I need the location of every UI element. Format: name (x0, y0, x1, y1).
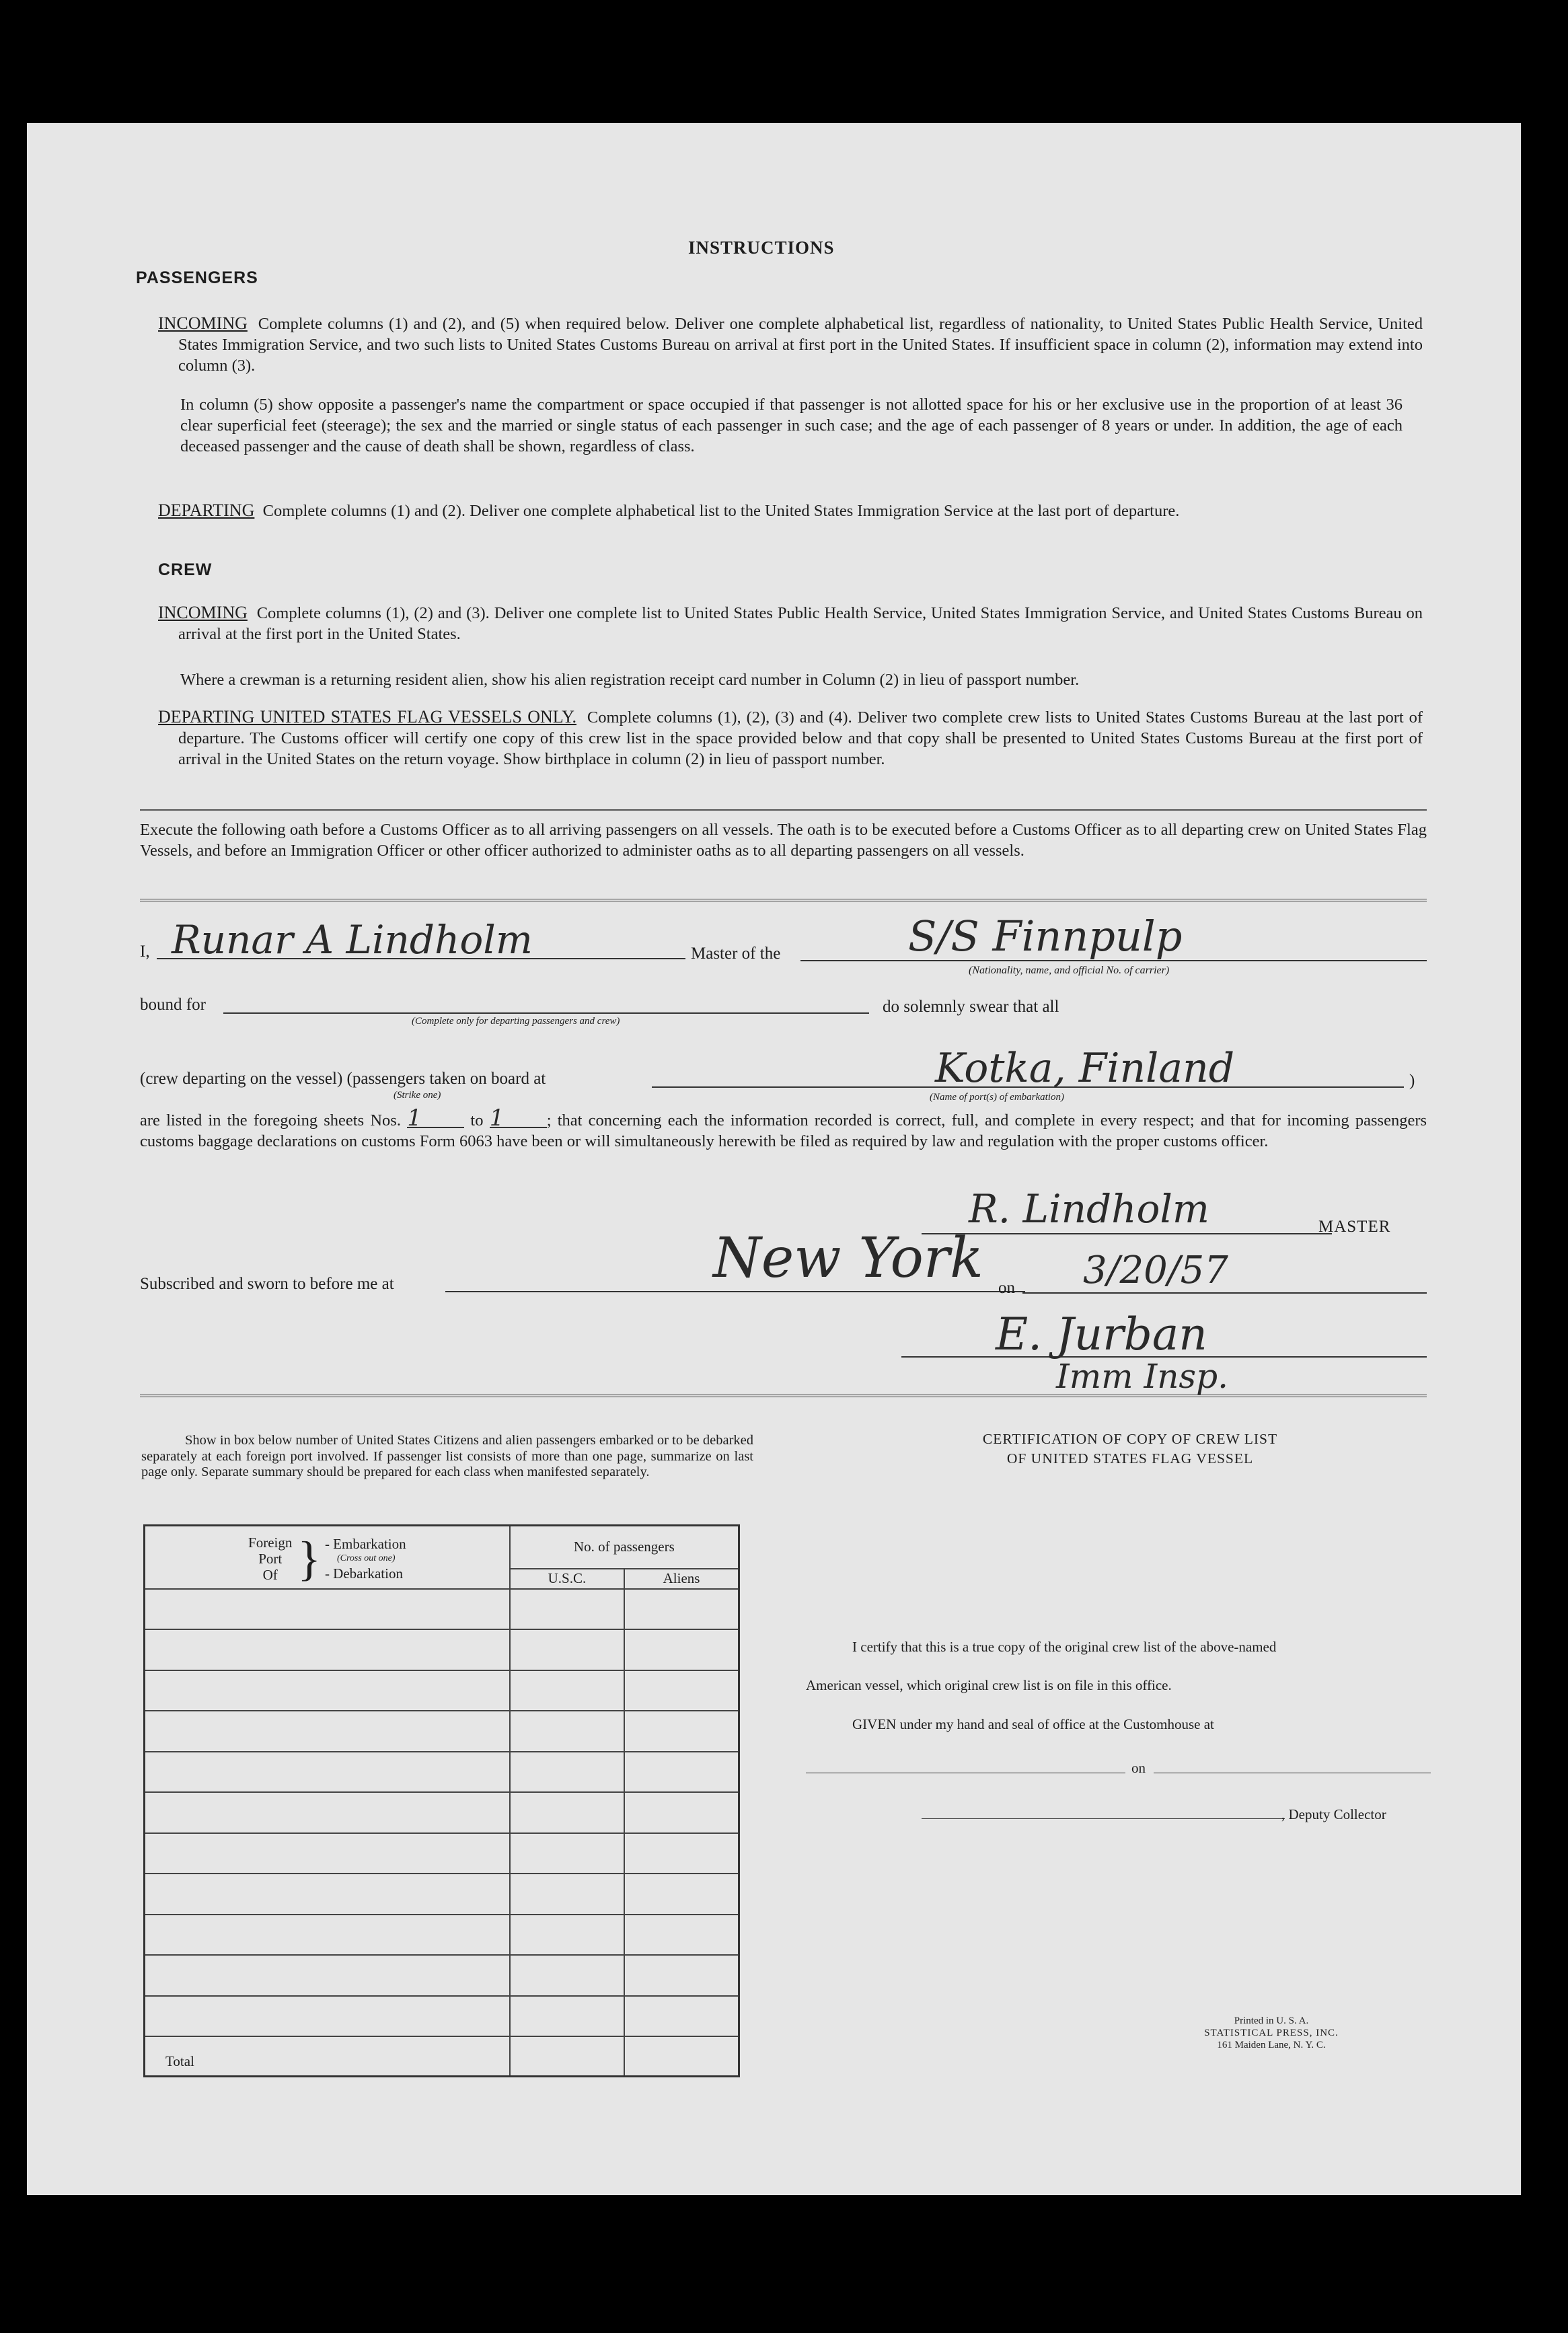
debarkation-label: - Debarkation (324, 1565, 403, 1582)
bound-for-caption: (Complete only for departing passengers and crew) (412, 1016, 620, 1027)
crew-departing-section (158, 706, 1423, 770)
master-name: Runar A Lindholm (172, 917, 533, 963)
port-cell[interactable] (145, 1874, 510, 1915)
printer-line3: 161 Maiden Lane, N. Y. C. (1217, 2040, 1326, 2050)
certification-on-label: on (1131, 1760, 1146, 1776)
table-row (145, 1629, 739, 1670)
port-header-cell (145, 1526, 510, 1589)
table-row (145, 1711, 739, 1752)
total-usc-cell[interactable] (510, 2036, 624, 2076)
crew-departing-label: DEPARTING UNITED STATES FLAG VESSELS ONLY. (158, 707, 576, 727)
crew-incoming-label: INCOMING (158, 603, 248, 622)
passengers-departing-label: DEPARTING (158, 501, 255, 520)
oath-intro: Execute the following oath before a Customs Officer as to all arriving passengers on all vessels. The oath is to be executed before a Customs Officer as to all departing crew on United States Flag Vessels, and before an Immigration Officer or other officer authorized to administer oaths as to all departing passengers on all vessels. (140, 821, 1427, 860)
table-row (145, 1996, 739, 2037)
crew-departing-clause: (crew departing on the vessel) (passengers taken on board at (140, 1070, 546, 1088)
aliens-cell[interactable] (624, 1955, 739, 1996)
aliens-header: Aliens (624, 1569, 739, 1589)
sworn-place: New York (713, 1226, 983, 1290)
table-row (145, 1874, 739, 1915)
aliens-cell[interactable] (624, 1752, 739, 1793)
swear-label: do solemnly swear that all (883, 998, 1059, 1016)
certification-title (821, 1430, 1440, 1469)
sheets-statement (140, 1105, 1427, 1152)
passengers-incoming-text: Complete columns (1) and (2), and (5) when required below. Deliver one complete alphabetical list, regardless of nationality, to United States Public Health Service, United States Immigration Service, and two such lists to United States Customs Bureau on arrival at first port in the United States. If insufficient space in column (2), information may extend into column (3). (178, 315, 1423, 375)
aliens-cell[interactable] (624, 1589, 739, 1630)
bound-for-label: bound for (140, 996, 206, 1014)
sworn-date-line (1022, 1292, 1427, 1294)
certification-title-line2: OF UNITED STATES FLAG VESSEL (1006, 1450, 1254, 1467)
sworn-date: 3/20/57 (1083, 1249, 1228, 1292)
vessel-name: S/S Finnpulp (908, 912, 1183, 961)
usc-cell[interactable] (510, 1629, 624, 1670)
divider (140, 809, 1427, 811)
cross-out-caption: (Cross out one) (336, 1553, 396, 1563)
port-caption: (Name of port(s) of embarkation) (930, 1092, 1064, 1103)
crew-departing-text: Complete columns (1), (2), (3) and (4). Deliver two complete crew lists to United States Customs Bureau at the last port of departure. The Customs officer will certify one copy of this crew list in the space provided below and that copy shall be presented to United States Customs Bureau at the first port of arrival in the United States on the return voyage. Show birthplace in column (2) in lieu of passport number. (178, 708, 1423, 768)
usc-cell[interactable] (510, 1792, 624, 1833)
usc-cell[interactable] (510, 1955, 624, 1996)
passenger-summary-table (143, 1524, 740, 2077)
summary-instructions: Show in box below number of United States Citizens and alien passengers embarked or to be debarked separately at each foreign port involved. If passenger list consists of more than one page, summarize on last page only. Separate summary should be prepared for each class when manifested separately. (141, 1433, 753, 1479)
printer-imprint (1184, 2015, 1359, 2051)
printer-line1: Printed in U. S. A. (1234, 2015, 1309, 2026)
usc-cell[interactable] (510, 1915, 624, 1956)
port-cell[interactable] (145, 1711, 510, 1752)
port-cell[interactable] (145, 1955, 510, 1996)
sworn-place-line (445, 1291, 1025, 1292)
aliens-cell[interactable] (624, 1670, 739, 1711)
usc-header: U.S.C. (510, 1569, 624, 1589)
table-row (145, 1589, 739, 1630)
port-cell[interactable] (145, 1670, 510, 1711)
passengers-heading: PASSENGERS (136, 268, 258, 287)
embarkation-label: - Embarkation (324, 1536, 406, 1552)
divider (140, 1395, 1427, 1400)
passengers-header: No. of passengers (510, 1526, 739, 1569)
passengers-departing-section (158, 500, 1423, 521)
officer-title: Imm Insp. (1056, 1357, 1228, 1396)
subscribed-label: Subscribed and sworn to before me at (140, 1275, 394, 1293)
table-row (145, 1670, 739, 1711)
vessel-caption: (Nationality, name, and official No. of carrier) (969, 965, 1170, 976)
master-label: MASTER (1318, 1218, 1391, 1236)
strike-caption: (Strike one) (394, 1090, 441, 1101)
port-cell[interactable] (145, 1589, 510, 1630)
master-of-label: Master of the (691, 945, 781, 963)
passengers-incoming-section (158, 313, 1423, 376)
aliens-cell[interactable] (624, 1874, 739, 1915)
officer-signature: E. Jurban (996, 1308, 1207, 1360)
table-row (145, 1915, 739, 1956)
bound-for-line (223, 1012, 869, 1014)
usc-cell[interactable] (510, 1589, 624, 1630)
usc-cell[interactable] (510, 1996, 624, 2037)
port-cell[interactable] (145, 1752, 510, 1793)
port-cell[interactable] (145, 1792, 510, 1833)
total-aliens-cell[interactable] (624, 2036, 739, 2076)
usc-cell[interactable] (510, 1752, 624, 1793)
foreign-port-label: Foreign Port Of (248, 1534, 293, 1583)
printer-line2: STATISTICAL PRESS, INC. (1204, 2028, 1339, 2038)
sheets-prefix: are listed in the foregoing sheets Nos. (140, 1111, 401, 1130)
table-row (145, 1752, 739, 1793)
aliens-cell[interactable] (624, 1711, 739, 1752)
crew-incoming-text: Complete columns (1), (2) and (3). Deliver one complete list to United States Public Health Service, United States Immigration Service, and United States Customs Bureau on arrival at the first port in the United States. (178, 604, 1423, 643)
page-title: INSTRUCTIONS (688, 237, 835, 258)
close-paren: ) (1409, 1072, 1415, 1090)
sheets-suffix: ; that concerning each the information recorded is correct, full, and complete in every respect; and that for incoming passengers customs baggage declarations on customs Form 6063 have been or will simultaneously herewith be filed as required by law and regulation with the proper customs officer. (140, 1111, 1427, 1150)
passengers-column5-text: In column (5) show opposite a passenger's name the compartment or space occupied if that passenger is not allotted space for his or her exclusive use in the proportion of at least 36 clear superficial feet (steerage); the sex and the married or single status of each passenger in such case; and the age of each passenger of 8 years or under. In addition, the age of each deceased passenger and the cause of death shall be shown, regardless of class. (180, 396, 1403, 455)
port-cell[interactable] (145, 1996, 510, 2037)
aliens-cell[interactable] (624, 1629, 739, 1670)
passengers-incoming-label: INCOMING (158, 313, 248, 333)
port-cell[interactable] (145, 1833, 510, 1874)
aliens-cell[interactable] (624, 1833, 739, 1874)
aliens-cell[interactable] (624, 1915, 739, 1956)
certification-title-line1: CERTIFICATION OF COPY OF CREW LIST (982, 1431, 1278, 1447)
certify-line1: I certify that this is a true copy of the original crew list of the above-named (852, 1639, 1277, 1655)
sheets-to-label: to (470, 1111, 484, 1130)
aliens-cell[interactable] (624, 1996, 739, 2037)
table-row (145, 1792, 739, 1833)
usc-cell[interactable] (510, 1833, 624, 1874)
sheet-to: 1 (490, 1109, 547, 1128)
port-of-embarkation: Kotka, Finland (935, 1045, 1235, 1092)
usc-cell[interactable] (510, 1874, 624, 1915)
deputy-signature-line (922, 1818, 1285, 1819)
crew-resident-text: Where a crewman is a returning resident alien, show his alien registration receipt card number in Column (2) in lieu of passport number. (180, 671, 1080, 689)
certify-line2: American vessel, which original crew list is on file in this office. (806, 1677, 1172, 1693)
usc-cell[interactable] (510, 1711, 624, 1752)
passengers-departing-text: Complete columns (1) and (2). Deliver one complete alphabetical list to the United States Immigration Service at the last port of departure. (262, 502, 1180, 520)
port-cell[interactable] (145, 1915, 510, 1956)
aliens-cell[interactable] (624, 1792, 739, 1833)
total-label: Total (145, 2036, 510, 2076)
oath-i-label: I, (140, 942, 150, 961)
usc-cell[interactable] (510, 1670, 624, 1711)
master-signature: R. Lindholm (969, 1186, 1209, 1232)
sworn-on-label: on (998, 1279, 1015, 1297)
given-text: GIVEN under my hand and seal of office at the Customhouse at (852, 1716, 1214, 1732)
divider (140, 899, 1427, 904)
sheet-from: 1 (407, 1109, 464, 1128)
port-cell[interactable] (145, 1629, 510, 1670)
crew-heading: CREW (158, 560, 213, 579)
brace: } (297, 1532, 321, 1586)
table-row (145, 1833, 739, 1874)
crew-incoming-section (158, 602, 1423, 644)
form-page (27, 123, 1521, 2195)
deputy-collector-label: , Deputy Collector (1281, 1806, 1386, 1822)
table-row (145, 1955, 739, 1996)
